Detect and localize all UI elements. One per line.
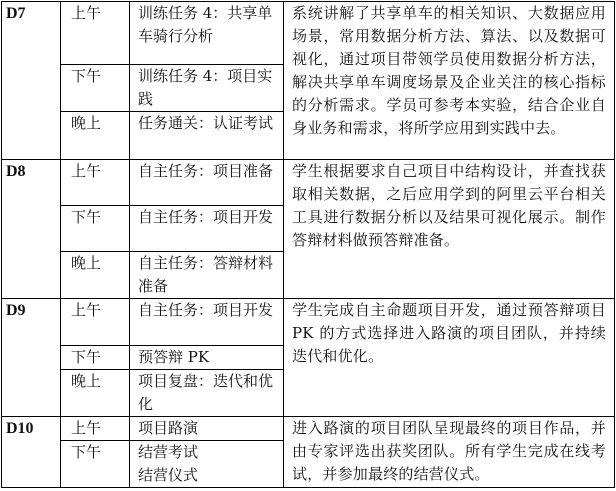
period-label: 下午: [61, 65, 130, 112]
task-cell: 项目路演: [130, 417, 284, 441]
task-cell: 自主任务：项目开发: [130, 206, 284, 252]
period-label: 上午: [61, 299, 130, 346]
period-label: 上午: [61, 2, 130, 65]
day-label: D8: [2, 160, 61, 299]
day-label: D7: [2, 2, 61, 160]
task-cell: 自主任务：项目准备: [130, 160, 284, 206]
period-label: 上午: [61, 160, 130, 206]
task-cell: 训练任务 4：共享单车骑行分析: [130, 2, 284, 65]
task-cell: 训练任务 4：项目实践: [130, 65, 284, 112]
description-cell: 学生完成自主命题项目开发，通过预答辩项目 PK 的方式选择进入路演的项目团队，并持续迭代和优化。: [284, 299, 615, 417]
description-cell: 学生根据要求自己项目中结构设计，并查找获取相关数据，之后应用学到的阿里云平台相关工具进行数据分析以及结果可视化展示。制作答辩材料做预答辩准备。: [284, 160, 615, 299]
period-label: 下午: [61, 441, 130, 488]
task-cell: 自主任务：答辩材料准备: [130, 252, 284, 299]
schedule-row: [2, 299, 615, 346]
training-schedule-table: [1, 1, 615, 488]
schedule-row: [2, 160, 615, 206]
schedule-row: [2, 2, 615, 65]
schedule-row: [2, 417, 615, 441]
period-label: 晚上: [61, 112, 130, 160]
period-label: 下午: [61, 206, 130, 252]
day-label: D9: [2, 299, 61, 417]
period-label: 晚上: [61, 370, 130, 417]
task-cell: 预答辩 PK: [130, 346, 284, 370]
task-cell: 任务通关：认证考试: [130, 112, 284, 160]
day-label: D10: [2, 417, 61, 488]
description-cell: 进入路演的项目团队呈现最终的项目作品，并由专家评选出获奖团队。所有学生完成在线考试，并参加最终的结营仪式。: [284, 417, 615, 488]
period-label: 下午: [61, 346, 130, 370]
period-label: 上午: [61, 417, 130, 441]
task-cell: 结营考试 结营仪式: [130, 441, 284, 488]
task-cell: 项目复盘：迭代和优化: [130, 370, 284, 417]
period-label: 晚上: [61, 252, 130, 299]
task-cell: 自主任务：项目开发: [130, 299, 284, 346]
description-cell: 系统讲解了共享单车的相关知识、大数据应用场景，常用数据分析方法、算法、以及数据可视化，通过项目带领学员使用数据分析方法，解决共享单车调度场景及企业关注的核心指标的分析需求。学员可参考本实验，结合企业自身业务和需求，将所学应用到实践中去。: [284, 2, 615, 160]
